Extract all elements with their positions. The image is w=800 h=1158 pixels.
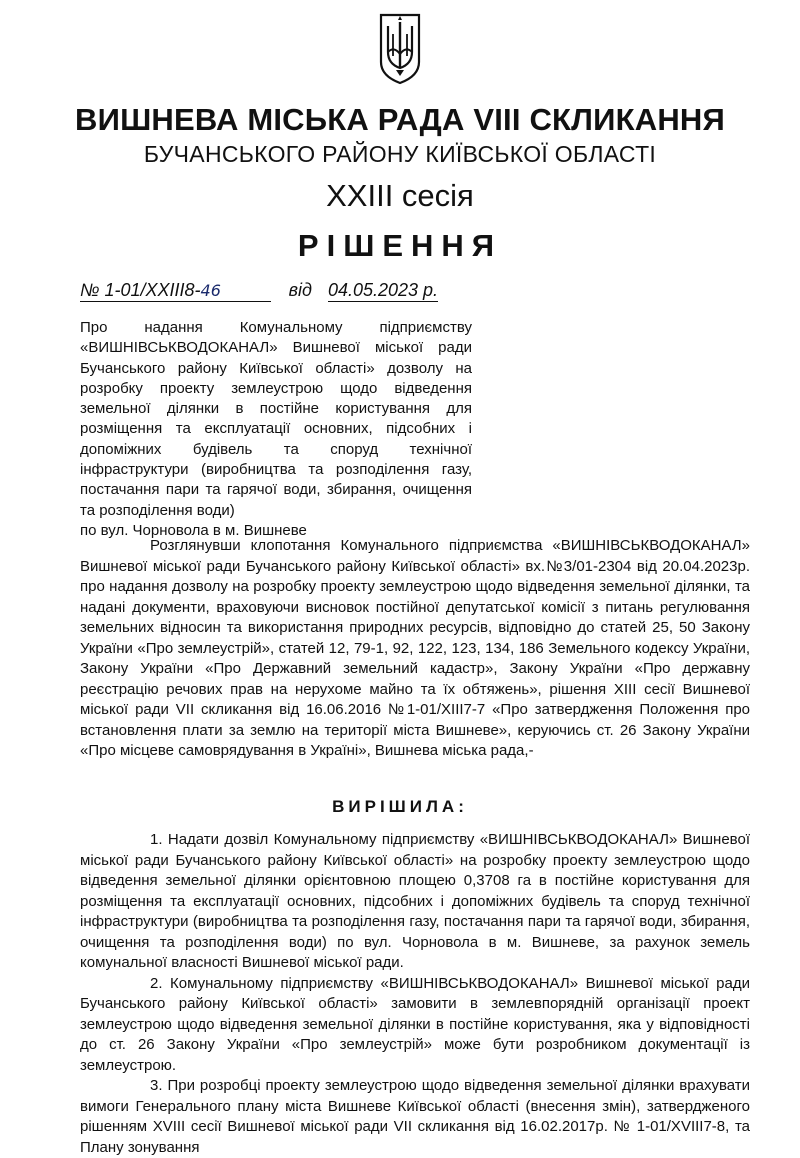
decision-items — [80, 830, 750, 1158]
decision-number-handwritten: 46 — [200, 281, 221, 300]
council-subtitle: БУЧАНСЬКОГО РАЙОНУ КИЇВСЬКОЇ ОБЛАСТІ — [143, 141, 657, 167]
decision-item: 2. Комунальному підприємству «ВИШНІВСЬКВОДОКАНАЛ» Вишневої міської ради Бучанського району Київської області» замовити в землевпорядній організації проект землеустрою щодо відведення земельної ділянки в постійне користування, яка у відповідності до ст. 26 Закону України «Про землеустрій» може бути розробником документації із землеустрою. — [80, 974, 750, 1074]
decision-item: 1. Надати дозвіл Комунальному підприємству «ВИШНІВСЬКВОДОКАНАЛ» Вишневої міської ради Бучанського району Київської області» на розробку проекту землеустрою щодо відведення земельної ділянки орієнтовною площею 0,3708 га в постійне користування для розміщення та експлуатації основних, підсобних і допоміжних будівель та споруд технічної інфраструктури (виробництва та розподілення газу, постачання пари та гарячої води, збирання, очищення та розподілення води) по вул. Чорновола в м. Вишневе, за рахунок земель комунальної власності Вишневої міської ради. — [80, 831, 750, 971]
decision-item: 3. При розробці проекту землеустрою щодо відведення земельної ділянки врахувати вимоги Генерального плану міста Вишневе Київської області (внесення змін), затвердженого рішенням XVIII сесії Вишневої міської ради VII скликання від 16.02.2017р. № 1-01/XVIII7-8, та Плану зонування — [80, 1077, 750, 1156]
decision-number-field — [80, 280, 271, 302]
decision-date: 04.05.2023 р. — [327, 280, 439, 300]
date-label: від — [288, 280, 312, 300]
decision-number-line — [80, 280, 438, 302]
council-title: ВИШНЕВА МІСЬКА РАДА VIII СКЛИКАННЯ — [75, 102, 725, 137]
subject-text: Про надання Комунальному підприємству «ВИШНІВСЬКВОДОКАНАЛ» Вишневої міської ради Бучанського району Київської області» дозволу на розробку проекту землеустрою щодо відведення земельної ділянки в постійне користування для розміщення та експлуатації основних, підсобних і допоміжних будівель та споруд технічної інфраструктури (виробництва та розподілення газу, постачання пари та гарячої води, збирання, очищення та розподілення води) — [80, 319, 472, 519]
decision-number-prefix: № 1-01/XXIII8- — [80, 280, 201, 300]
decision-subject — [80, 318, 472, 541]
subject-text-last: по вул. Чорновола в м. Вишневе — [80, 521, 307, 539]
session-title: XXIII сесія — [326, 178, 474, 213]
preamble: Розглянувши клопотання Комунального підприємства «ВИШНІВСЬКВОДОКАНАЛ» Вишневої міської ради Бучанського району Київської області» вх.№3/01-2304 від 20.04.2023р. про надання дозволу на розробку проекту землеустрою щодо відведення земельної ділянки, та надані документи, враховуючи висновок постійної депутатської комісії з питань регулювання земельних відносин та використання природних ресурсів, відповідно до статей 25, 50 Закону України «Про землеустрій», статей 12, 79-1, 92, 122, 123, 134, 186 Земельного кодексу України, Закону України «Про Державний земельний кадастр», Закону України «Про державну реєстрацію речових прав на нерухоме майно та їх обтяжень», рішення XIII сесії Вишневої міської ради VII скликання від 16.06.2016 №1-01/XIII7-7 «Про затвердження Положення про встановлення плати за землю на території міста Вишневе», керуючись ст. 26 Закону України «Про місцеве самоврядування в Україні», Вишнева міська рада,- — [80, 537, 750, 759]
resolved-heading: ВИРІШИЛА: — [332, 797, 468, 816]
coat-of-arms-icon — [378, 12, 422, 86]
document-type: РІШЕННЯ — [297, 228, 503, 263]
